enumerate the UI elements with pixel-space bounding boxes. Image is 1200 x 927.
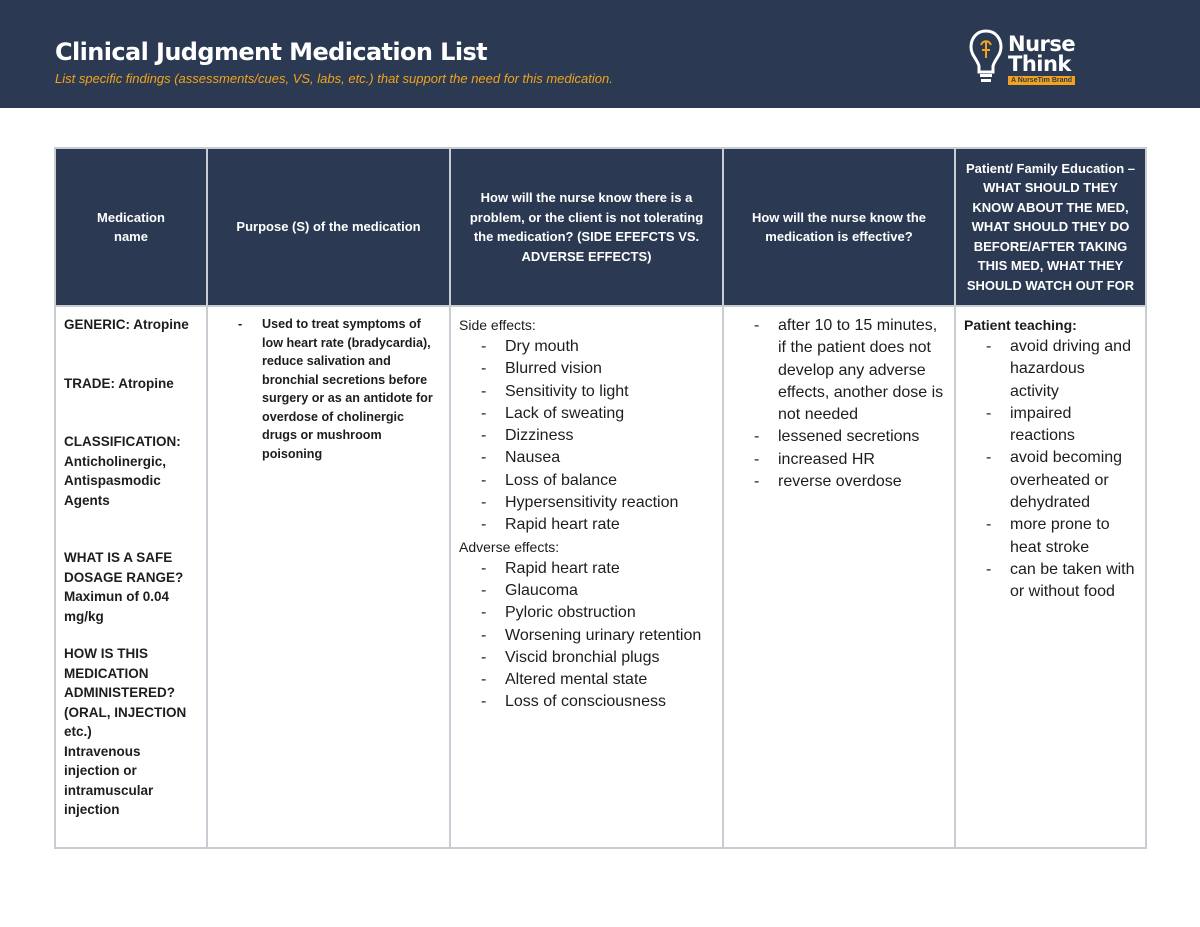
list-item: - avoid driving and hazardous activity	[964, 336, 1137, 403]
dosage-value: Maximun of 0.04 mg/kg	[64, 589, 170, 624]
header-banner	[0, 0, 1200, 108]
medication-name-cell	[55, 306, 207, 848]
logo-word-nurse: Nurse	[1008, 32, 1076, 56]
patient-education-cell	[955, 306, 1146, 848]
adverse-effects-list	[459, 558, 714, 714]
patient-teaching-label: Patient teaching:	[964, 317, 1077, 333]
header-problem-signs: How will the nurse know there is a problem, or the client is not tolerating the medication? (SIDE EFEFCTS VS. ADVERSE EFFECTS)	[450, 148, 723, 306]
nursethink-logo	[968, 28, 1086, 90]
list-item: - Hypersensitivity reaction	[459, 492, 714, 514]
list-item: - avoid becoming overheated or dehydrated	[964, 447, 1137, 514]
list-item: - impaired reactions	[964, 403, 1137, 448]
list-item: - Nausea	[459, 447, 714, 469]
list-item: - Sensitivity to light	[459, 381, 714, 403]
trade-name: TRADE: Atropine	[64, 375, 174, 391]
list-item: - can be taken with or without food	[964, 559, 1137, 604]
purpose-cell	[207, 306, 450, 848]
list-item: - Lack of sweating	[459, 403, 714, 425]
header-patient-education: Patient/ Family Education – WHAT SHOULD THEY KNOW ABOUT THE MED, WHAT SHOULD THEY DO BEFORE/AFTER TAKING THIS MED, WHAT THEY SHOULD WATCH OUT FOR	[955, 148, 1146, 306]
table-row	[55, 306, 1146, 848]
classification-value: Anticholinergic, Antispasmodic Agents	[64, 453, 167, 508]
list-item: - after 10 to 15 minutes, if the patient does not develop any adverse effects, another dose is not needed	[732, 315, 946, 426]
dosage-label: WHAT IS A SAFE DOSAGE RANGE?	[64, 550, 184, 585]
header-purpose: Purpose (S) of the medication	[207, 148, 450, 306]
medication-table	[54, 147, 1147, 849]
header-effectiveness: How will the nurse know the medication is effective?	[723, 148, 955, 306]
list-item: - Rapid heart rate	[459, 514, 714, 536]
list-item: - Rapid heart rate	[459, 558, 714, 580]
effectiveness-cell	[723, 306, 955, 848]
list-item: - Loss of balance	[459, 470, 714, 492]
side-effects-label: Side effects:	[459, 317, 536, 333]
list-item: - Used to treat symptoms of low heart rate (bradycardia), reduce salivation and bronchial secretions before surgery or as an antidote for overdose of cholinergic drugs or mushroom poisoning	[216, 315, 441, 463]
problem-signs-cell	[450, 306, 723, 848]
list-item: - lessened secretions	[732, 426, 946, 448]
administration-value: Intravenous injection or intramuscular injection	[64, 743, 154, 817]
adverse-effects-label: Adverse effects:	[459, 538, 560, 555]
header-medication-name: Medication name	[55, 148, 207, 306]
list-item: - Glaucoma	[459, 580, 714, 602]
list-item: - increased HR	[732, 449, 946, 471]
purpose-list	[216, 315, 441, 463]
logo-word-think: Think	[1008, 52, 1071, 76]
patient-teaching-list	[964, 336, 1137, 604]
logo-tagline: A NurseTim Brand	[1008, 76, 1075, 85]
list-item: - reverse overdose	[732, 471, 946, 493]
side-effects-list	[459, 336, 714, 537]
classification-label: CLASSIFICATION:	[64, 434, 181, 449]
list-item: - more prone to heat stroke	[964, 514, 1137, 559]
effectiveness-list	[732, 315, 946, 493]
page-subtitle: List specific findings (assessments/cues, VS, labs, etc.) that support the need for this medication.	[55, 71, 613, 86]
page-title: Clinical Judgment Medication List	[55, 38, 488, 66]
list-item: - Dry mouth	[459, 336, 714, 358]
administration-label: HOW IS THIS MEDICATION ADMINISTERED? (ORAL, INJECTION etc.)	[64, 646, 187, 739]
lightbulb-head-icon	[968, 28, 1004, 86]
generic-name: GENERIC: Atropine	[64, 317, 189, 332]
list-item: - Blurred vision	[459, 358, 714, 380]
list-item: - Altered mental state	[459, 669, 714, 691]
table-header-row	[55, 148, 1146, 306]
list-item: - Viscid bronchial plugs	[459, 647, 714, 669]
list-item: - Dizziness	[459, 425, 714, 447]
list-item: - Worsening urinary retention	[459, 625, 714, 647]
list-item: - Loss of consciousness	[459, 691, 714, 713]
list-item: - Pyloric obstruction	[459, 602, 714, 624]
